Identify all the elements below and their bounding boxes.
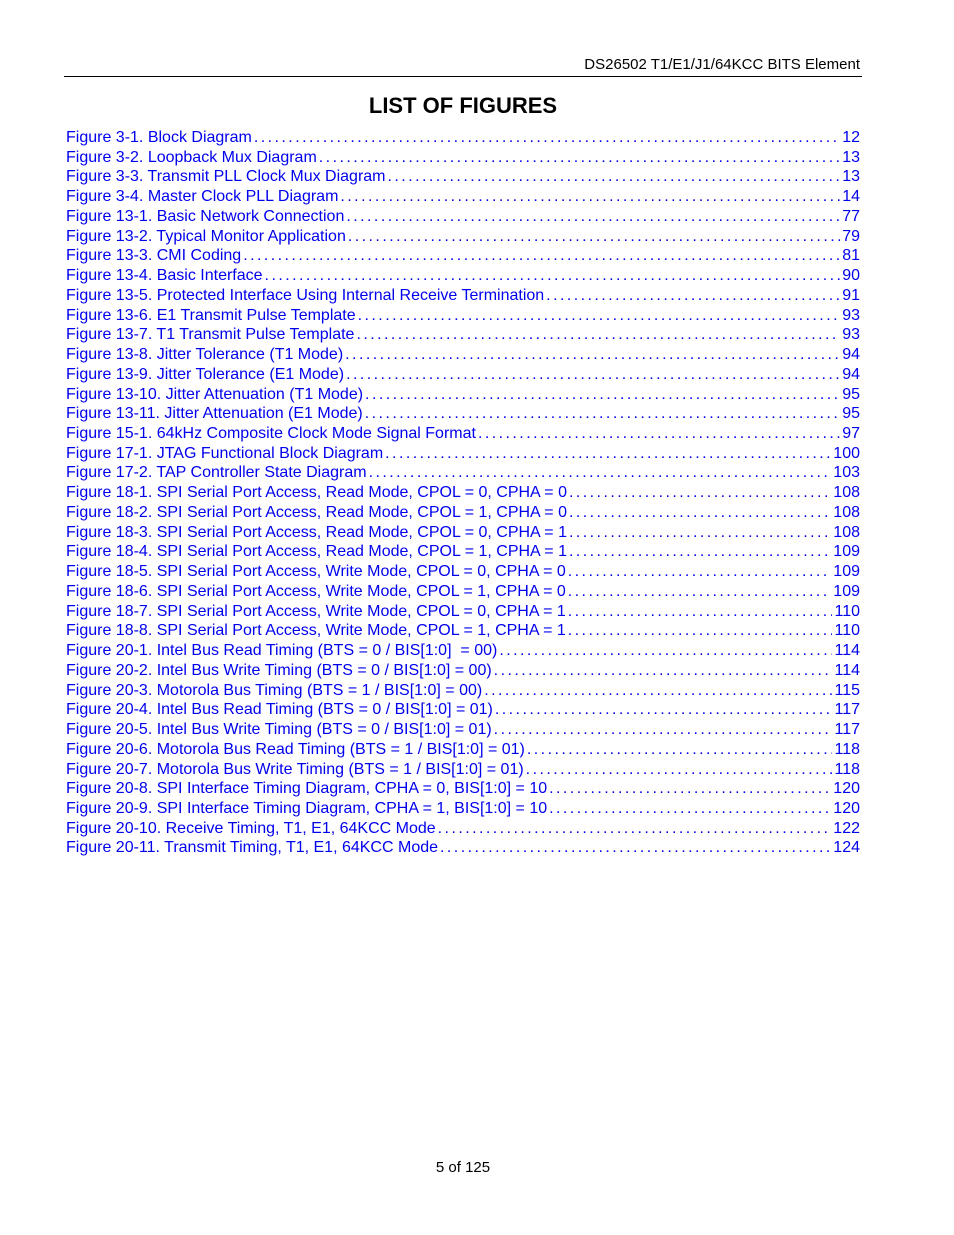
toc-entry-link[interactable]: [66, 700, 860, 720]
toc-entry-page-number: 14: [842, 188, 860, 206]
toc-dot-leader: [569, 542, 831, 562]
toc-entry-label: Figure 20-1. Intel Bus Read Timing (BTS = 0 / BIS[1:0] = 00): [66, 642, 498, 660]
toc-entry-link[interactable]: [66, 187, 860, 207]
toc-dot-leader: [388, 167, 841, 187]
toc-entry-link[interactable]: [66, 385, 860, 405]
toc-dot-leader: [254, 128, 840, 148]
toc-entry-page-number: 117: [834, 701, 860, 719]
page-number: 5 of 125: [435, 1159, 491, 1176]
toc-entry-label: Figure 13-4. Basic Interface: [66, 267, 263, 285]
toc-entry-label: Figure 13-11. Jitter Attenuation (E1 Mode): [66, 405, 363, 423]
toc-entry-page-number: 93: [842, 306, 860, 324]
toc-entry-link[interactable]: [66, 562, 860, 582]
toc-dot-leader: [569, 523, 831, 543]
toc-dot-leader: [346, 365, 840, 385]
toc-entry-label: Figure 18-2. SPI Serial Port Access, Read Mode, CPOL = 1, CPHA = 0: [66, 503, 567, 521]
toc-entry-page-number: 103: [833, 464, 860, 482]
toc-entry-link[interactable]: [66, 325, 860, 345]
toc-entry-label: Figure 17-2. TAP Controller State Diagram: [66, 464, 367, 482]
toc-entry-link[interactable]: [66, 760, 860, 780]
toc-entry-link[interactable]: [66, 306, 860, 326]
toc-entry-link[interactable]: [66, 602, 860, 622]
toc-entry-link[interactable]: [66, 483, 860, 503]
toc-entry-page-number: 90: [842, 267, 860, 285]
toc-entry-link[interactable]: [66, 661, 860, 681]
toc-entry-page-number: 109: [833, 563, 860, 581]
toc-entry-label: Figure 13-8. Jitter Tolerance (T1 Mode): [66, 346, 344, 364]
toc-entry-link[interactable]: [66, 148, 860, 168]
toc-entry-label: Figure 20-7. Motorola Bus Write Timing (BTS = 1 / BIS[1:0] = 01): [66, 760, 524, 778]
toc-dot-leader: [348, 227, 840, 247]
toc-entry-page-number: 95: [842, 385, 860, 403]
toc-dot-leader: [494, 661, 833, 681]
toc-entry-label: Figure 18-3. SPI Serial Port Access, Read Mode, CPOL = 0, CPHA = 1: [66, 523, 567, 541]
toc-entry-page-number: 91: [842, 286, 860, 304]
toc-entry-link[interactable]: [66, 523, 860, 543]
toc-entry-link[interactable]: [66, 542, 860, 562]
toc-entry-label: Figure 20-8. SPI Interface Timing Diagram, CPHA = 0, BIS[1:0] = 10: [66, 780, 548, 798]
toc-dot-leader: [546, 286, 840, 306]
toc-entry-label: Figure 18-7. SPI Serial Port Access, Write Mode, CPOL = 0, CPHA = 1: [66, 602, 566, 620]
toc-entry-page-number: 114: [834, 642, 860, 660]
toc-entry-page-number: 97: [842, 425, 860, 443]
toc-entry-label: Figure 13-2. Typical Monitor Application: [66, 227, 346, 245]
toc-entry-label: Figure 3-1. Block Diagram: [66, 129, 252, 146]
toc-entry-page-number: 114: [834, 661, 860, 679]
toc-entry-link[interactable]: [66, 345, 860, 365]
toc-entry-link[interactable]: [66, 128, 860, 148]
toc-entry-link[interactable]: [66, 582, 860, 602]
toc-dot-leader: [365, 404, 840, 424]
page-title: LIST OF FIGURES: [368, 93, 558, 118]
toc-entry-link[interactable]: [66, 621, 860, 641]
toc-dot-leader: [346, 207, 840, 227]
toc-dot-leader: [369, 463, 832, 483]
toc-entry-page-number: 108: [833, 503, 860, 521]
toc-dot-leader: [549, 779, 831, 799]
toc-entry-page-number: 95: [842, 405, 860, 423]
toc-dot-leader: [243, 246, 840, 266]
toc-entry-page-number: 108: [833, 484, 860, 502]
toc-entry-link[interactable]: [66, 740, 860, 760]
toc-entry-link[interactable]: [66, 424, 860, 444]
toc-entry-label: Figure 13-6. E1 Transmit Pulse Template: [66, 306, 356, 324]
toc-entry-page-number: 94: [842, 365, 860, 383]
toc-entry-link[interactable]: [66, 286, 860, 306]
toc-entry-label: Figure 20-2. Intel Bus Write Timing (BTS = 0 / BIS[1:0] = 00): [66, 661, 492, 679]
toc-dot-leader: [365, 385, 840, 405]
toc-dot-leader: [549, 799, 831, 819]
toc-dot-leader: [568, 582, 832, 602]
toc-entry-page-number: 94: [842, 346, 860, 364]
toc-dot-leader: [356, 325, 840, 345]
toc-dot-leader: [478, 424, 840, 444]
toc-dot-leader: [340, 187, 840, 207]
toc-dot-leader: [385, 444, 831, 464]
toc-entry-label: Figure 17-1. JTAG Functional Block Diagram: [66, 444, 384, 462]
toc-entry-label: Figure 13-1. Basic Network Connection: [66, 207, 345, 225]
toc-entry-page-number: 120: [833, 780, 860, 798]
list-of-figures: [66, 128, 860, 858]
toc-entry-page-number: 110: [834, 622, 860, 640]
toc-entry-page-number: 124: [833, 839, 860, 857]
toc-entry-link[interactable]: [66, 463, 860, 483]
toc-dot-leader: [345, 345, 840, 365]
toc-entry-page-number: 77: [842, 207, 860, 225]
toc-entry-label: Figure 13-7. T1 Transmit Pulse Template: [66, 326, 355, 344]
toc-entry-page-number: 117: [834, 721, 860, 739]
toc-entry-link[interactable]: [66, 819, 860, 839]
document-header-title: DS26502 T1/E1/J1/64KCC BITS Element: [584, 56, 860, 73]
toc-entry-link[interactable]: [66, 681, 860, 701]
toc-entry-link[interactable]: [66, 167, 860, 187]
toc-entry-link[interactable]: [66, 720, 860, 740]
toc-entry-label: Figure 20-10. Receive Timing, T1, E1, 64KCC Mode: [66, 819, 436, 837]
toc-dot-leader: [568, 562, 832, 582]
toc-entry-label: Figure 20-6. Motorola Bus Read Timing (BTS = 1 / BIS[1:0] = 01): [66, 740, 525, 758]
toc-entry-link[interactable]: [66, 404, 860, 424]
toc-entry-label: Figure 20-5. Intel Bus Write Timing (BTS = 0 / BIS[1:0] = 01): [66, 721, 492, 739]
toc-entry-page-number: 115: [834, 681, 860, 699]
toc-entry-link[interactable]: [66, 838, 860, 858]
toc-dot-leader: [499, 641, 832, 661]
toc-entry-page-number: 108: [833, 523, 860, 541]
toc-entry-page-number: 110: [834, 602, 860, 620]
toc-dot-leader: [319, 148, 840, 168]
toc-entry-label: Figure 18-4. SPI Serial Port Access, Read Mode, CPOL = 1, CPHA = 1: [66, 543, 567, 561]
toc-dot-leader: [265, 266, 841, 286]
toc-entry-page-number: 109: [833, 543, 860, 561]
toc-dot-leader: [568, 621, 833, 641]
toc-entry-page-number: 13: [842, 168, 860, 186]
toc-entry-label: Figure 3-3. Transmit PLL Clock Mux Diagram: [66, 168, 386, 186]
toc-dot-leader: [568, 602, 833, 622]
toc-dot-leader: [438, 819, 832, 839]
header-rule: [64, 76, 862, 77]
toc-entry-link[interactable]: [66, 266, 860, 286]
toc-entry-link[interactable]: [66, 227, 860, 247]
toc-entry-label: Figure 13-10. Jitter Attenuation (T1 Mode): [66, 385, 364, 403]
toc-entry-link[interactable]: [66, 779, 860, 799]
toc-entry-label: Figure 20-4. Intel Bus Read Timing (BTS = 0 / BIS[1:0] = 01): [66, 701, 493, 719]
toc-dot-leader: [358, 306, 841, 326]
toc-entry-page-number: 122: [833, 819, 860, 837]
toc-dot-leader: [569, 503, 831, 523]
toc-entry-label: Figure 3-2. Loopback Mux Diagram: [66, 148, 317, 166]
toc-entry-page-number: 81: [842, 247, 860, 265]
toc-dot-leader: [527, 740, 833, 760]
toc-entry-page-number: 79: [842, 227, 860, 245]
toc-entry-label: Figure 18-1. SPI Serial Port Access, Read Mode, CPOL = 0, CPHA = 0: [66, 484, 567, 502]
toc-dot-leader: [569, 483, 831, 503]
toc-entry-label: Figure 20-3. Motorola Bus Timing (BTS = 1 / BIS[1:0] = 00): [66, 681, 483, 699]
toc-dot-leader: [494, 720, 833, 740]
toc-entry-label: Figure 18-5. SPI Serial Port Access, Write Mode, CPOL = 0, CPHA = 0: [66, 563, 566, 581]
toc-entry-page-number: 93: [842, 326, 860, 344]
toc-entry-link[interactable]: [66, 799, 860, 819]
toc-entry-label: Figure 13-9. Jitter Tolerance (E1 Mode): [66, 365, 345, 383]
toc-dot-leader: [484, 681, 832, 701]
toc-entry-link[interactable]: [66, 444, 860, 464]
toc-entry-page-number: 13: [842, 148, 860, 166]
toc-entry-page-number: 12: [842, 129, 860, 146]
toc-entry-link[interactable]: [66, 207, 860, 227]
toc-entry-label: Figure 13-5. Protected Interface Using Internal Receive Termination: [66, 286, 545, 304]
toc-dot-leader: [495, 700, 833, 720]
toc-entry-page-number: 100: [833, 444, 860, 462]
toc-entry-label: Figure 3-4. Master Clock PLL Diagram: [66, 188, 339, 206]
toc-entry-label: Figure 20-9. SPI Interface Timing Diagram, CPHA = 1, BIS[1:0] = 10: [66, 799, 548, 817]
toc-dot-leader: [440, 838, 831, 858]
toc-entry-label: Figure 20-11. Transmit Timing, T1, E1, 64KCC Mode: [66, 839, 439, 857]
toc-entry-label: Figure 13-3. CMI Coding: [66, 247, 242, 265]
toc-entry-page-number: 118: [834, 760, 860, 778]
toc-entry-page-number: 118: [834, 740, 860, 758]
toc-entry-link[interactable]: [66, 641, 860, 661]
toc-entry-link[interactable]: [66, 503, 860, 523]
toc-entry-link[interactable]: [66, 365, 860, 385]
toc-entry-page-number: 109: [833, 582, 860, 600]
toc-dot-leader: [526, 760, 833, 780]
toc-entry-label: Figure 18-8. SPI Serial Port Access, Write Mode, CPOL = 1, CPHA = 1: [66, 622, 566, 640]
toc-entry-label: Figure 18-6. SPI Serial Port Access, Write Mode, CPOL = 1, CPHA = 0: [66, 582, 566, 600]
toc-entry-page-number: 120: [833, 799, 860, 817]
toc-entry-link[interactable]: [66, 246, 860, 266]
toc-entry-label: Figure 15-1. 64kHz Composite Clock Mode Signal Format: [66, 425, 476, 443]
